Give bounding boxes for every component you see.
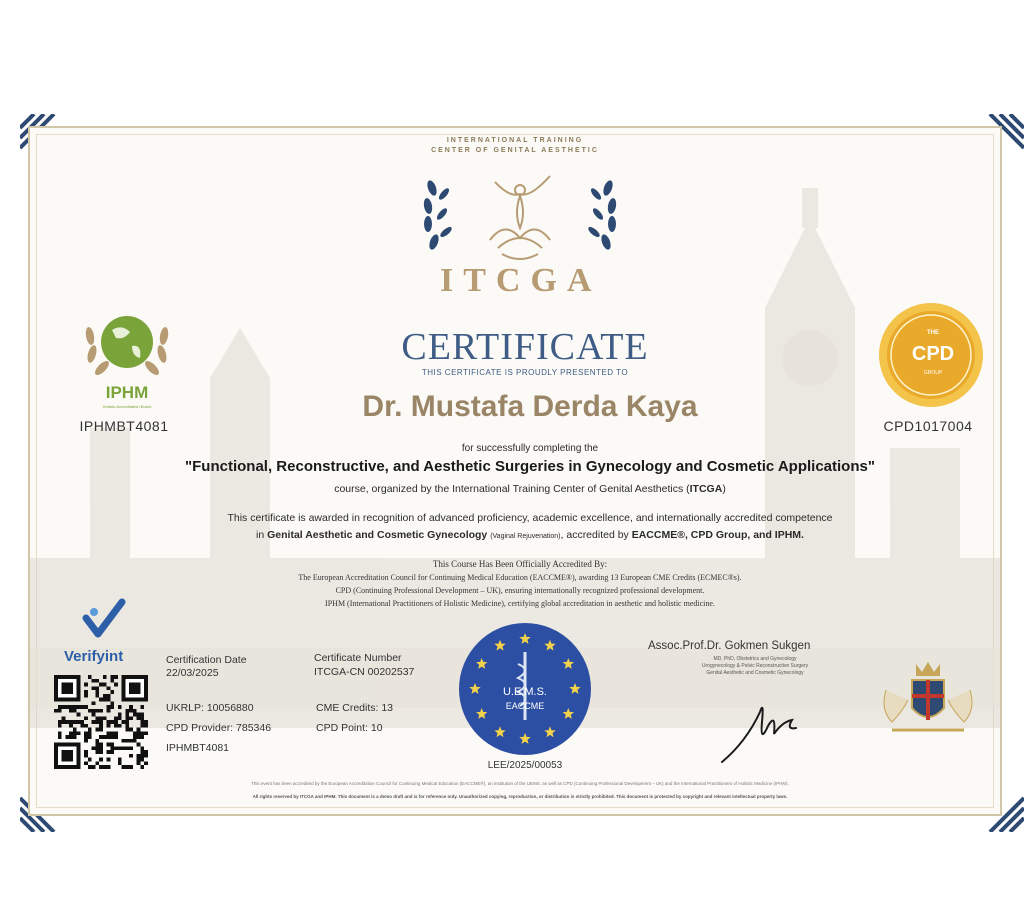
cert-number-label: Certificate Number [314, 652, 402, 664]
verify-check-icon [82, 598, 126, 642]
ukrlp: UKRLP: 10056880 [166, 702, 254, 714]
cert-number-value: ITCGA-CN 00202537 [314, 666, 415, 678]
para2-accreditors: EACCME®, CPD Group, and IPHM. [631, 529, 804, 541]
cpd-point: CPD Point: 10 [316, 722, 383, 734]
iphm-mini-text: Holistic Accreditation Board [102, 404, 152, 409]
signatory-title-2: Urogynecology & Pelvic Reconstructive Surgery [701, 663, 809, 669]
certificate-title: CERTIFICATE [401, 326, 649, 368]
para2-prefix: in [256, 529, 268, 541]
cert-date-label: Certification Date [166, 654, 247, 666]
cpd-top-text: THE [927, 330, 939, 336]
footer-rights-note: All rights reserved by ITCGA and IPHM. This document is a demo draft and is for reference only. Unauthorized copying, reproduction, or distribution is strictly prohibited. This document is protected by copyright and relevant intellectual property laws. [252, 794, 788, 799]
signatory-title-3: Genital Aesthetic and Cosmetic Gynecology [706, 670, 804, 676]
para2-note: (Vaginal Rejuvenation) [490, 533, 561, 540]
org-name [400, 136, 630, 156]
iphm-code: IPHMBT4081 [166, 742, 230, 754]
cpd-id: CPD1017004 [883, 418, 973, 434]
accreditation-line-eaccme: The European Accreditation Council for Continuing Medical Education (EACCME®), awarding 13 European CME Credits (ECMEC®s). [298, 573, 742, 582]
accreditation-title: This Course Has Been Officially Accredited By: [432, 559, 608, 569]
coat-of-arms-icon [872, 650, 984, 742]
signature-image [716, 682, 806, 768]
organizer-abbrev: ITCGA [689, 483, 723, 495]
eaccme-label: EACCME [505, 701, 545, 711]
award-paragraph-line1: This certificate is awarded in recognition of advanced proficiency, academic excellence, and internationally accredited competence [227, 512, 833, 524]
para2-field: Genital Aesthetic and Cosmetic Gynecology [267, 529, 488, 541]
cme-credits: CME Credits: 13 [316, 702, 394, 714]
signatory-titles [660, 656, 850, 677]
organizer-suffix: ) [722, 483, 726, 495]
cpd-label: CPD [911, 343, 955, 365]
course-title: "Functional, Reconstructive, and Aesthetic Surgeries in Gynecology and Cosmetic Applications" [185, 458, 875, 475]
award-paragraph-line2 [80, 529, 980, 541]
cert-date-value: 22/03/2025 [166, 667, 219, 679]
certificate-subtitle: THIS CERTIFICATE IS PROUDLY PRESENTED TO [421, 368, 629, 377]
completion-text: for successfully completing the [461, 443, 599, 454]
organizer-text [150, 483, 910, 495]
org-name-line2: CENTER OF GENITAL AESTHETIC [431, 147, 599, 154]
cpd-bottom-text: GROUP [923, 370, 943, 376]
signatory-name: Assoc.Prof.Dr. Gokmen Sukgen [648, 640, 811, 652]
accreditation-line-cpd: CPD (Continuing Professional Development – UK), ensuring internationally recognized professional development. [335, 586, 705, 595]
accreditation-line-iphm: IPHM (International Practitioners of Holistic Medicine), certifying global accreditation in aesthetic and holistic medicine. [325, 599, 715, 608]
footer-accreditation-note: This event has been accredited by the European Accreditation Council for Continuing Medical Education (EACCME®), an institution of the UEMS, as well as CPD (Continuing Professional Development – UK) and the International Practitioners of Holistic Medicine (IPHM). [251, 781, 789, 786]
brand-name: ITCGA [440, 262, 602, 299]
cpd-provider: CPD Provider: 785346 [166, 722, 272, 734]
organizer-prefix: course, organized by the International Training Center of Genital Aesthetics ( [334, 483, 690, 495]
recipient-name: Dr. Mustafa Derda Kaya [362, 390, 698, 423]
iphm-id: IPHMBT4081 [79, 418, 169, 434]
iphm-globe-icon [80, 306, 174, 384]
iphm-label: IPHM [105, 383, 149, 402]
org-name-line1: INTERNATIONAL TRAINING [446, 137, 584, 144]
verify-label: Verifyint [64, 648, 124, 665]
uems-label: U.E.M.S. [502, 686, 547, 698]
eaccme-reference: LEE/2025/00053 [487, 760, 563, 771]
qr-code[interactable] [54, 675, 148, 769]
signatory-title-1: MD, PhD, Obstetrics and Gynecology [713, 656, 797, 662]
para2-mid: , accredited by [560, 529, 632, 541]
